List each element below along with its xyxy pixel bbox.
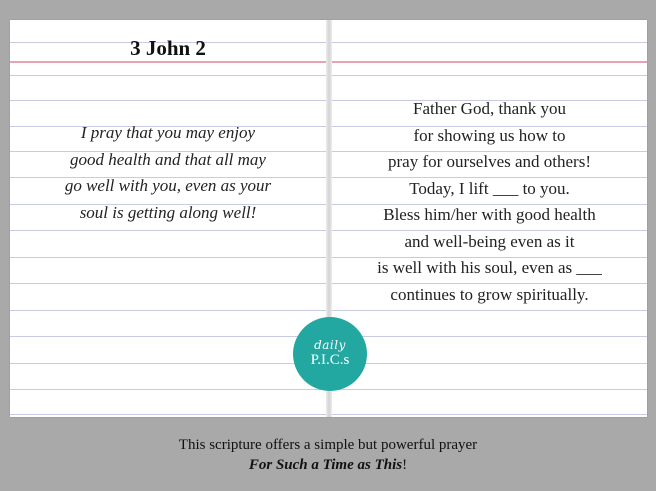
right-page: [332, 20, 647, 417]
verse-line: good health and that all may: [70, 149, 266, 169]
caption-emphasis: For Such a Time as This: [248, 457, 403, 473]
prayer-line: continues to grow spiritually.: [390, 284, 589, 304]
scripture-reference: 3 John 2: [130, 36, 206, 60]
prayer-line: for showing us how to: [413, 125, 566, 145]
prayer-line: Bless him/her with good health: [383, 205, 596, 224]
scripture-verse: [18, 120, 318, 226]
caption-end: !: [402, 457, 408, 473]
caption-line-1: This scripture offers a simple but powerful prayer: [178, 437, 478, 453]
logo-main-text: P.I.C.s: [310, 351, 350, 368]
left-page: [10, 20, 326, 417]
caption-line-2: [0, 455, 656, 475]
daily-pics-logo: [293, 317, 367, 391]
prayer-line: Father God, thank you: [413, 99, 566, 118]
verse-line: go well with you, even as your: [64, 176, 272, 195]
prayer-line: pray for ourselves and others!: [388, 152, 591, 171]
verse-line: I pray that you may enjoy: [80, 123, 256, 142]
prayer-line: is well with his soul, even as ___: [377, 258, 602, 277]
prayer-text: [332, 96, 647, 308]
prayer-line: and well-being even as it: [404, 231, 575, 251]
verse-line: soul is getting along well!: [79, 202, 257, 222]
logo-script-text: daily: [314, 337, 346, 352]
caption: [0, 435, 656, 475]
prayer-line: Today, I lift ___ to you.: [409, 178, 570, 198]
notebook-card: [10, 20, 647, 417]
